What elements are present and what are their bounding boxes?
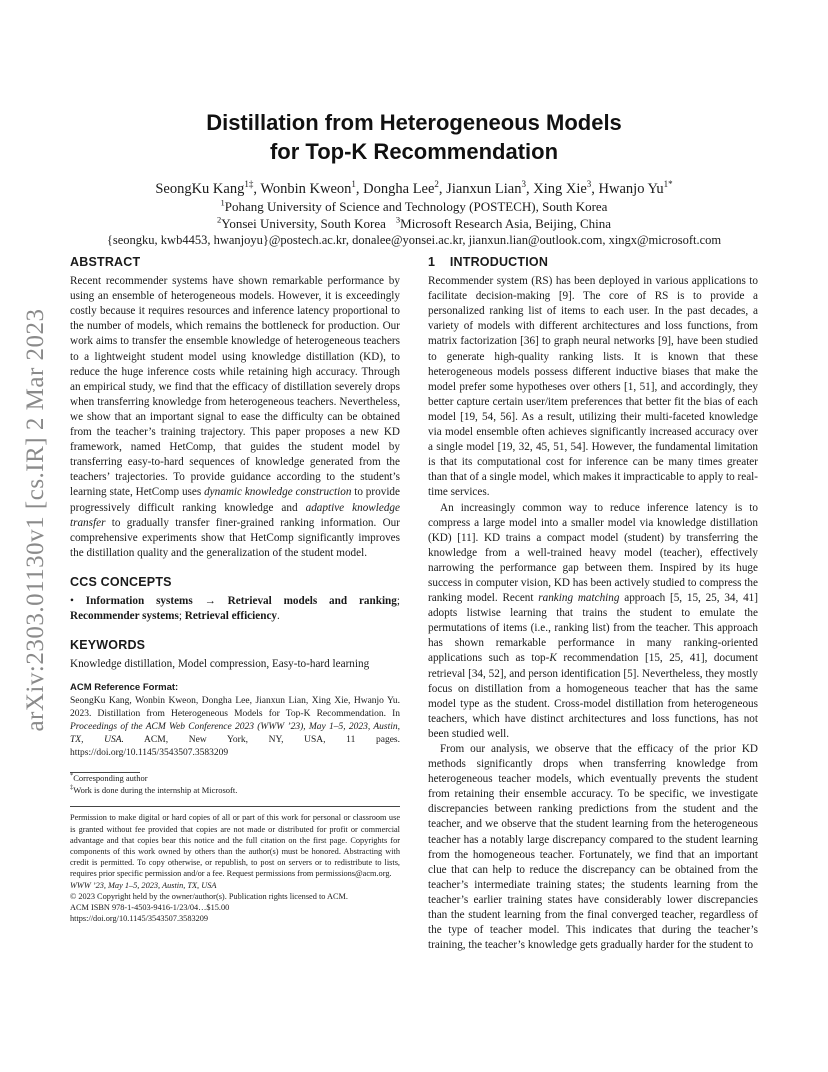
permission-block — [70, 806, 400, 924]
footnote-text: Work is done during the internship at Microsoft. — [73, 784, 238, 795]
conference-line — [70, 880, 400, 891]
affiliation-mark: 2 — [216, 214, 222, 225]
author-emails: {seongku, kwb4453, hwanjoyu}@postech.ac.kr, donalee@yonsei.ac.kr, jianxun.lian@outlook.com, xingx@microsoft.com — [106, 233, 722, 247]
affiliation-text: Yonsei University, South Korea — [221, 216, 386, 231]
affiliation-1 — [70, 198, 758, 215]
arxiv-identifier: arXiv:2303.01130v1 [cs.IR] 2 Mar 2023 — [22, 308, 49, 732]
author-separator: , — [355, 181, 364, 197]
affiliation-mark: 1 — [220, 197, 225, 208]
permission-notice: Permission to make digital or hard copies of all or part of this work for personal or classroom use is granted without fee provided that copies are not made or distributed for profit or commercial advantage and that copies bear this notice and the full citation on the first page. Copyrights for components of this work owned by others than the author(s) must be honored. Abstracting with credit is permitted. To copy otherwise, or republish, to post on servers or to redistribute to lists, requires prior specific permission and/or a fee. Request permissions from permissions@acm.org. — [70, 813, 400, 879]
author-mark: 1* — [663, 179, 673, 190]
introduction-heading: 1 INTRODUCTION — [428, 255, 549, 269]
paragraph-part: recommendation [15, 25, 41], document retrieval [34, 52], and person identification [5]. Nevertheless, they mostly focus on distillation from a homogeneous teacher that has the same model type as the student. Cross-model distillation from heterogeneous teachers, which have distinct architectures and loss functions, has not been studied well. — [428, 652, 759, 740]
author: Jianxun Lian — [446, 181, 522, 197]
acm-reference-heading: ACM Reference Format: — [70, 682, 179, 694]
abstract-emphasis: dynamic knowledge construction — [204, 486, 352, 499]
reference-part: ACM, New York, NY, USA, 11 pages. https://doi.org/10.1145/3543507.3583209 — [70, 735, 401, 759]
ccs-concept: Information systems → Retrieval models and ranking — [85, 594, 397, 607]
paper-title — [70, 108, 758, 166]
ccs-end: . — [277, 610, 280, 623]
footnote-text: Corresponding author — [73, 773, 148, 784]
affiliation-2-3 — [70, 215, 758, 232]
doi-line: https://doi.org/10.1145/3543507.3583209 — [70, 914, 209, 924]
intro-paragraph-1: Recommender system (RS) has been deployed in various applications to facilitate decision-making [9]. The core of RS is to provide a personalized ranking list of items to each user. In the past decades, a variety of models with different architectures and loss functions, from matrix factorization [36] to graph neural networks [9], have been studied to generate high-quality ranking lists. It is known that these heterogeneous models possess different inductive biases that make the model prefer some hypotheses over others [1, 51], and accordingly, they better capture certain user/item preferences that better fit the bias of each model [19, 54, 56]. As a result, utilizing their multi-faceted knowledge via model ensemble often achieves significantly increased accuracy over a single model [19, 32, 45, 51, 54]. However, the fundamental limitation is that its computational cost for inference can be many times greater than that of a single model, which makes it impracticable to apply to real-time services. — [428, 275, 758, 499]
title-line-1: Distillation from Heterogeneous Models — [206, 110, 622, 135]
affiliation-text: Pohang University of Science and Technology (POSTECH), South Korea — [224, 199, 608, 214]
author-mark: 3 — [586, 179, 592, 190]
footnote-mark: ‡ — [70, 784, 74, 792]
left-column — [70, 255, 400, 924]
ccs-separator: ; — [178, 610, 185, 623]
author-mark: 3 — [521, 179, 526, 190]
intro-paragraph-2 — [428, 501, 758, 743]
abstract-heading: ABSTRACT — [70, 255, 141, 269]
author-mark: 2 — [434, 179, 439, 190]
reference-part: SeongKu Kang, Wonbin Kweon, Dongha Lee, Jianxun Lian, Xing Xie, Hwanjo Yu. 2023. Distillation from Heterogeneous Models for Top-K Recommendation. In — [70, 696, 400, 720]
author: Dongha Lee — [363, 181, 435, 197]
ccs-concept: Retrieval efficiency — [184, 610, 277, 623]
isbn-line: ACM ISBN 978-1-4503-9416-1/23/04…$15.00 — [70, 903, 230, 913]
paragraph-emphasis: K — [549, 652, 557, 665]
footnote-corresponding — [70, 773, 400, 785]
author-separator: , — [525, 181, 534, 197]
paragraph-emphasis: ranking matching — [538, 592, 620, 605]
author-mark: 1‡ — [244, 179, 254, 190]
reference-venue: Proceedings of the ACM Web Conference 2023 (WWW ’23), May 1–5, 2023, Austin, TX, USA. — [70, 722, 400, 746]
keywords-heading: KEYWORDS — [70, 638, 146, 653]
author-mark: 1 — [351, 179, 356, 190]
ccs-section — [70, 575, 400, 624]
paragraph-part: approach [5, 15, 25, 34, 41] adopts listwise learning that trains the student to emulate the permutations of items (i.e., ranking list) from the teacher. This approach has shown remarkable performance in many ranking-oriented applications such as top- — [428, 592, 758, 665]
ccs-text — [70, 594, 400, 624]
footnote-internship — [70, 785, 400, 797]
ccs-concept: Recommender systems — [70, 610, 179, 623]
abstract-part: to gradually transfer finer-grained ranking information. Our comprehensive experiments show that HetComp significantly improves the distillation quality and the generalization of the student model. — [70, 516, 400, 559]
keywords-section — [70, 638, 400, 672]
author: Wonbin Kweon — [260, 181, 352, 197]
author-separator: , — [253, 181, 261, 197]
ccs-bullet: • — [70, 594, 86, 607]
title-line-2: for Top-K Recommendation — [269, 139, 559, 164]
abstract-part: Recent recommender systems have shown remarkable performance by using an ensemble of heterogeneous models. However, it is exceedingly costly because it requires resources and inference latency proportional to the number of models, which remains the bottleneck for production. Our work aims to transfer the ensemble knowledge of heterogeneous teachers to a lightweight student model using knowledge distillation (KD), to reduce the huge inference costs while retaining high accuracy. Through an empirical study, we find that the efficacy of distillation severely drops when transferring knowledge from heterogeneous teachers. Nevertheless, we show that an important signal to ease the difficulty can be obtained from the teacher’s training trajectory. This paper proposes a new KD framework, named HetComp, that guides the student model by transferring easy-to-hard sequences of knowledge generated from the teachers’ trajectories. To provide guidance according to the student’s learning state, HetComp uses — [70, 275, 400, 499]
affiliation-text: Microsoft Research Asia, Beijing, China — [400, 216, 612, 231]
acm-reference-text — [70, 695, 400, 760]
author-separator: , — [591, 181, 599, 197]
author-list — [70, 180, 758, 198]
abstract-emphasis: adaptive knowledge transfer — [70, 501, 400, 529]
keywords-text: Knowledge distillation, Model compression, Easy-to-hard learning — [70, 658, 370, 671]
ccs-separator: ; — [396, 594, 400, 607]
intro-paragraph-3: From our analysis, we observe that the efficacy of the prior KD methods significantly drops when transferring knowledge from heterogeneous teacher models, which eventually prevents the student from retaining their ensemble accuracy. To be specific, we investigate discrepancies between ranking predictions from the student and the teacher, and we observe that the student learning from the heterogeneous teacher has a notably large discrepancy compared to the student learning from the homogeneous teacher. Fortunately, we find that an important clue that can help to reduce the discrepancy can be obtained from the teacher’s intermediate training states; the students learning from the teacher’s earlier training states have considerably lower discrepancies than the student learning from the final converged teacher, regardless of the type of teacher model. This indicates that during the teacher’s training, the teacher’s knowledge gets gradually harder for the student to — [428, 743, 758, 952]
abstract-text — [70, 274, 400, 561]
affiliation-mark: 3 — [395, 214, 401, 225]
author: Xing Xie — [533, 181, 587, 197]
author: Hwanjo Yu — [598, 181, 664, 197]
paragraph-part: An increasingly common way to reduce inference latency is to compress a large model into a smaller model via knowledge distillation (KD) [11]. KD trains a compact model (student) by transferring the knowledge from a well-trained heavy model (teacher), effectively narrowing the performance gap between them. Inspired by its huge success in computer vision, KD has been actively studied to compress the ranking model. Recent — [428, 501, 758, 605]
copyright-line: © 2023 Copyright held by the owner/author(s). Publication rights licensed to ACM. — [70, 891, 348, 901]
author: SeongKu Kang — [155, 181, 245, 197]
right-column — [428, 255, 758, 953]
ccs-heading: CCS CONCEPTS — [70, 574, 172, 589]
paper-header — [70, 108, 758, 249]
author-separator: , — [438, 181, 447, 197]
abstract-part: to provide progressively difficult ranking knowledge and — [70, 486, 400, 514]
conference-text: WWW ’23, May 1–5, 2023, Austin, TX, USA — [70, 880, 217, 890]
footnote-mark: * — [70, 772, 74, 780]
